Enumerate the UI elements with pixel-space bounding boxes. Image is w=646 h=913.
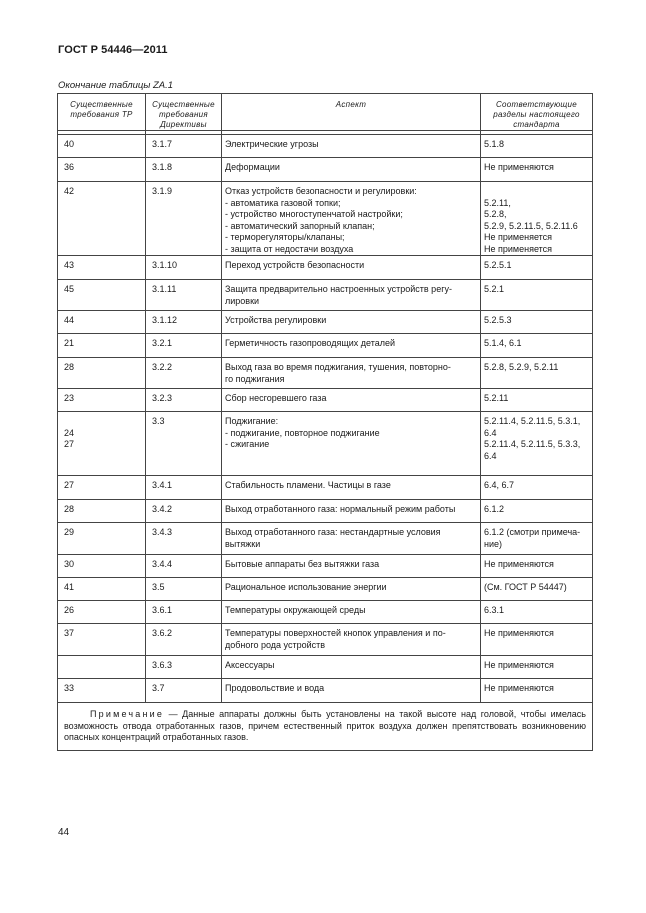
- column-header-standard: Соответствующие разделы настоящего стандарта: [481, 94, 593, 131]
- cell-line: - устройство многоступенчатой настройки;: [225, 209, 403, 219]
- cell-line: 5.2.11: [484, 393, 509, 403]
- cell-line: 23: [64, 393, 75, 403]
- cell-line: 5.2.8,: [484, 209, 507, 219]
- cell-standard-ref: [481, 555, 593, 578]
- cell-line: Выход отработанного газа: нормальный режим работы: [225, 504, 456, 514]
- cell-line: Аксессуары: [225, 660, 275, 670]
- cell-line: 5.2.9, 5.2.11.5, 5.2.11.6: [484, 220, 578, 231]
- cell-line: 5.1.4, 6.1: [484, 338, 522, 348]
- cell-line: Защита предварительно настроенных устройств регу-: [225, 284, 452, 294]
- cell-tr-ref: [58, 578, 146, 601]
- cell-line: Продовольствие и вода: [225, 683, 325, 693]
- cell-line: Не применяется: [484, 232, 553, 242]
- cell-line: 44: [64, 315, 75, 325]
- cell-directive-ref: [146, 624, 222, 656]
- cell-aspect: [222, 601, 481, 624]
- cell-directive-ref: [146, 601, 222, 624]
- cell-line: 6.4, 6.7: [484, 480, 515, 490]
- cell-line: 28: [64, 362, 75, 372]
- cell-directive-ref: [146, 358, 222, 389]
- cell-standard-ref: [481, 358, 593, 389]
- cell-standard-ref: [481, 334, 593, 358]
- cell-line: 3.4.2: [152, 504, 173, 514]
- cell-line: Электрические угрозы: [225, 139, 319, 149]
- cell-tr-ref: [58, 555, 146, 578]
- cell-standard-ref: [481, 412, 593, 476]
- cell-standard-ref: [481, 135, 593, 158]
- requirements-table: [57, 93, 593, 751]
- cell-line: 3.6.2: [152, 628, 173, 638]
- cell-line: 26: [64, 605, 75, 615]
- cell-line: 5.2.8, 5.2.9, 5.2.11: [484, 362, 559, 372]
- cell-tr-ref: [58, 523, 146, 555]
- cell-directive-ref: [146, 412, 222, 476]
- cell-tr-ref: [58, 280, 146, 311]
- cell-line: 5.2.1: [484, 284, 505, 294]
- cell-standard-ref: [481, 389, 593, 412]
- cell-standard-ref: [481, 601, 593, 624]
- cell-tr-ref: [58, 679, 146, 703]
- cell-line: Не применяются: [484, 162, 554, 172]
- cell-directive-ref: [146, 389, 222, 412]
- cell-line: 33: [64, 683, 75, 693]
- cell-aspect: [222, 679, 481, 703]
- cell-line: 36: [64, 162, 75, 172]
- cell-line: Устройства регулировки: [225, 315, 327, 325]
- cell-tr-ref: [58, 412, 146, 476]
- cell-standard-ref: [481, 311, 593, 334]
- cell-line: 45: [64, 284, 75, 294]
- cell-aspect: [222, 182, 481, 256]
- cell-standard-ref: [481, 256, 593, 280]
- cell-line: 3.6.3: [152, 660, 173, 670]
- cell-tr-ref: [58, 601, 146, 624]
- cell-line: 3.4.3: [152, 527, 173, 537]
- cell-line: 21: [64, 338, 75, 348]
- cell-line: Бытовые аппараты без вытяжки газа: [225, 559, 380, 569]
- cell-line: Не применяются: [484, 660, 554, 670]
- cell-aspect: [222, 476, 481, 500]
- cell-directive-ref: [146, 280, 222, 311]
- page-number: 44: [58, 827, 70, 838]
- cell-line: [484, 186, 589, 198]
- cell-directive-ref: [146, 555, 222, 578]
- cell-line: 28: [64, 504, 75, 514]
- cell-line: 6.1.2: [484, 504, 505, 514]
- cell-line: вытяжки: [225, 538, 261, 549]
- cell-aspect: [222, 311, 481, 334]
- cell-line: Не применяются: [484, 628, 554, 638]
- table-row: [58, 358, 593, 389]
- cell-directive-ref: [146, 158, 222, 182]
- cell-aspect: [222, 158, 481, 182]
- document-title: ГОСТ Р 54446—2011: [58, 44, 168, 56]
- column-header-tr: Существенные требования ТР: [58, 94, 146, 131]
- cell-line: Выход газа во время поджигания, тушения, повторно-: [225, 362, 451, 372]
- cell-line: - автоматический запорный клапан;: [225, 220, 375, 231]
- cell-line: 42: [64, 186, 75, 196]
- cell-directive-ref: [146, 679, 222, 703]
- cell-line: 5.2.11.4, 5.2.11.5, 5.3.3,: [484, 439, 581, 449]
- table-header-row: [58, 94, 593, 131]
- table-row: [58, 500, 593, 523]
- cell-line: - защита от недостачи воздуха: [225, 243, 354, 254]
- cell-aspect: [222, 280, 481, 311]
- table-row: [58, 656, 593, 679]
- cell-line: 6.4: [484, 427, 497, 438]
- cell-line: Герметичность газопроводящих деталей: [225, 338, 396, 348]
- cell-tr-ref: [58, 256, 146, 280]
- table-row: [58, 256, 593, 280]
- cell-tr-ref: [58, 135, 146, 158]
- cell-line: [64, 416, 142, 428]
- cell-tr-ref: [58, 389, 146, 412]
- cell-line: лировки: [225, 295, 260, 306]
- cell-line: ние): [484, 538, 502, 549]
- cell-standard-ref: [481, 624, 593, 656]
- cell-line: [64, 660, 142, 672]
- cell-directive-ref: [146, 311, 222, 334]
- cell-tr-ref: [58, 182, 146, 256]
- cell-line: 5.2.11.4, 5.2.11.5, 5.3.1,: [484, 416, 581, 426]
- cell-directive-ref: [146, 476, 222, 500]
- table-row: [58, 311, 593, 334]
- cell-line: - сжигание: [225, 439, 270, 449]
- cell-line: 30: [64, 559, 75, 569]
- note-label: Примечание: [90, 709, 165, 719]
- cell-line: Рациональное использование энергии: [225, 582, 387, 592]
- cell-line: Не применяется: [484, 243, 553, 254]
- cell-line: 6.1.2 (смотри примеча-: [484, 527, 581, 537]
- cell-line: 27: [64, 439, 75, 449]
- cell-directive-ref: [146, 334, 222, 358]
- cell-line: 6.4: [484, 450, 497, 461]
- cell-tr-ref: [58, 656, 146, 679]
- cell-tr-ref: [58, 624, 146, 656]
- table-row: [58, 135, 593, 158]
- cell-directive-ref: [146, 500, 222, 523]
- table-row: [58, 578, 593, 601]
- cell-line: Сбор несгоревшего газа: [225, 393, 327, 403]
- cell-line: 3.1.8: [152, 162, 173, 172]
- table-row: [58, 334, 593, 358]
- cell-line: 24: [64, 427, 75, 438]
- cell-tr-ref: [58, 476, 146, 500]
- note-text: — Данные аппараты должны быть установлены на такой высоте над головой, чтобы имелась возможность отвода отработанных газов, причем естественный приток воздуха должен препятствовать возникновению опасных концентраций отработанных газов.: [64, 709, 586, 742]
- table-row: [58, 523, 593, 555]
- table-row: [58, 601, 593, 624]
- cell-line: 3.5: [152, 582, 165, 592]
- cell-line: 3.2.2: [152, 362, 173, 372]
- cell-standard-ref: [481, 523, 593, 555]
- cell-line: 40: [64, 139, 75, 149]
- cell-line: Температуры поверхностей кнопок управления и по-: [225, 628, 446, 638]
- cell-directive-ref: [146, 182, 222, 256]
- cell-directive-ref: [146, 523, 222, 555]
- cell-tr-ref: [58, 358, 146, 389]
- cell-line: Температуры окружающей среды: [225, 605, 366, 615]
- cell-line: - терморегуляторы/клапаны;: [225, 232, 345, 242]
- cell-aspect: [222, 656, 481, 679]
- cell-line: 5.1.8: [484, 139, 505, 149]
- cell-aspect: [222, 412, 481, 476]
- cell-directive-ref: [146, 578, 222, 601]
- cell-aspect: [222, 334, 481, 358]
- cell-line: 37: [64, 628, 75, 638]
- cell-standard-ref: [481, 656, 593, 679]
- cell-directive-ref: [146, 135, 222, 158]
- cell-line: 41: [64, 582, 75, 592]
- cell-standard-ref: [481, 578, 593, 601]
- cell-line: 5.2.11,: [484, 197, 511, 208]
- cell-line: 3.1.9: [152, 186, 173, 196]
- cell-line: 27: [64, 480, 75, 490]
- cell-line: 3.2.1: [152, 338, 173, 348]
- cell-standard-ref: [481, 679, 593, 703]
- cell-standard-ref: [481, 500, 593, 523]
- cell-tr-ref: [58, 334, 146, 358]
- table-row: [58, 555, 593, 578]
- table-note: [58, 703, 593, 751]
- cell-standard-ref: [481, 182, 593, 256]
- cell-line: 3.6.1: [152, 605, 173, 615]
- cell-line: Стабильность пламени. Частицы в газе: [225, 480, 391, 490]
- cell-aspect: [222, 389, 481, 412]
- table-row: [58, 389, 593, 412]
- column-header-aspect: Аспект: [222, 94, 481, 131]
- cell-line: 3.2.3: [152, 393, 173, 403]
- table-body: [58, 135, 593, 703]
- cell-aspect: [222, 523, 481, 555]
- cell-line: - поджигание, повторное поджигание: [225, 427, 380, 438]
- cell-line: 3.4.4: [152, 559, 173, 569]
- cell-line: 3.3: [152, 416, 165, 426]
- table-row: [58, 182, 593, 256]
- table-row: [58, 679, 593, 703]
- cell-tr-ref: [58, 158, 146, 182]
- cell-line: 5.2.5.3: [484, 315, 512, 325]
- cell-line: 3.4.1: [152, 480, 173, 490]
- cell-tr-ref: [58, 311, 146, 334]
- table-row: [58, 624, 593, 656]
- cell-line: 5.2.5.1: [484, 260, 512, 270]
- cell-aspect: [222, 578, 481, 601]
- cell-directive-ref: [146, 256, 222, 280]
- cell-aspect: [222, 135, 481, 158]
- cell-line: 3.1.10: [152, 260, 178, 270]
- cell-line: 3.1.11: [152, 284, 177, 294]
- cell-line: Выход отработанного газа: нестандартные условия: [225, 527, 441, 537]
- table-caption: Окончание таблицы ZA.1: [58, 80, 174, 91]
- cell-line: 3.1.12: [152, 315, 178, 325]
- cell-line: 29: [64, 527, 75, 537]
- table-row: [58, 158, 593, 182]
- cell-line: (См. ГОСТ Р 54447): [484, 582, 567, 592]
- cell-standard-ref: [481, 280, 593, 311]
- cell-line: 43: [64, 260, 75, 270]
- cell-line: 3.7: [152, 683, 165, 693]
- cell-line: Деформации: [225, 162, 280, 172]
- cell-aspect: [222, 256, 481, 280]
- cell-aspect: [222, 500, 481, 523]
- cell-aspect: [222, 555, 481, 578]
- cell-directive-ref: [146, 656, 222, 679]
- cell-line: Поджигание:: [225, 416, 279, 426]
- column-header-directive: Существенные требования Директивы: [146, 94, 222, 131]
- table-row: [58, 412, 593, 476]
- cell-line: Не применяются: [484, 683, 554, 693]
- note-row: [58, 703, 593, 751]
- cell-line: Отказ устройств безопасности и регулировки:: [225, 186, 417, 196]
- cell-tr-ref: [58, 500, 146, 523]
- cell-line: Переход устройств безопасности: [225, 260, 365, 270]
- cell-line: - автоматика газовой топки;: [225, 197, 341, 208]
- cell-line: добного рода устройств: [225, 639, 326, 650]
- cell-line: Не применяются: [484, 559, 554, 569]
- cell-line: 3.1.7: [152, 139, 173, 149]
- cell-aspect: [222, 624, 481, 656]
- cell-line: 6.3.1: [484, 605, 505, 615]
- table-row: [58, 476, 593, 500]
- cell-line: го поджигания: [225, 373, 285, 384]
- table-row: [58, 280, 593, 311]
- cell-aspect: [222, 358, 481, 389]
- cell-standard-ref: [481, 476, 593, 500]
- cell-standard-ref: [481, 158, 593, 182]
